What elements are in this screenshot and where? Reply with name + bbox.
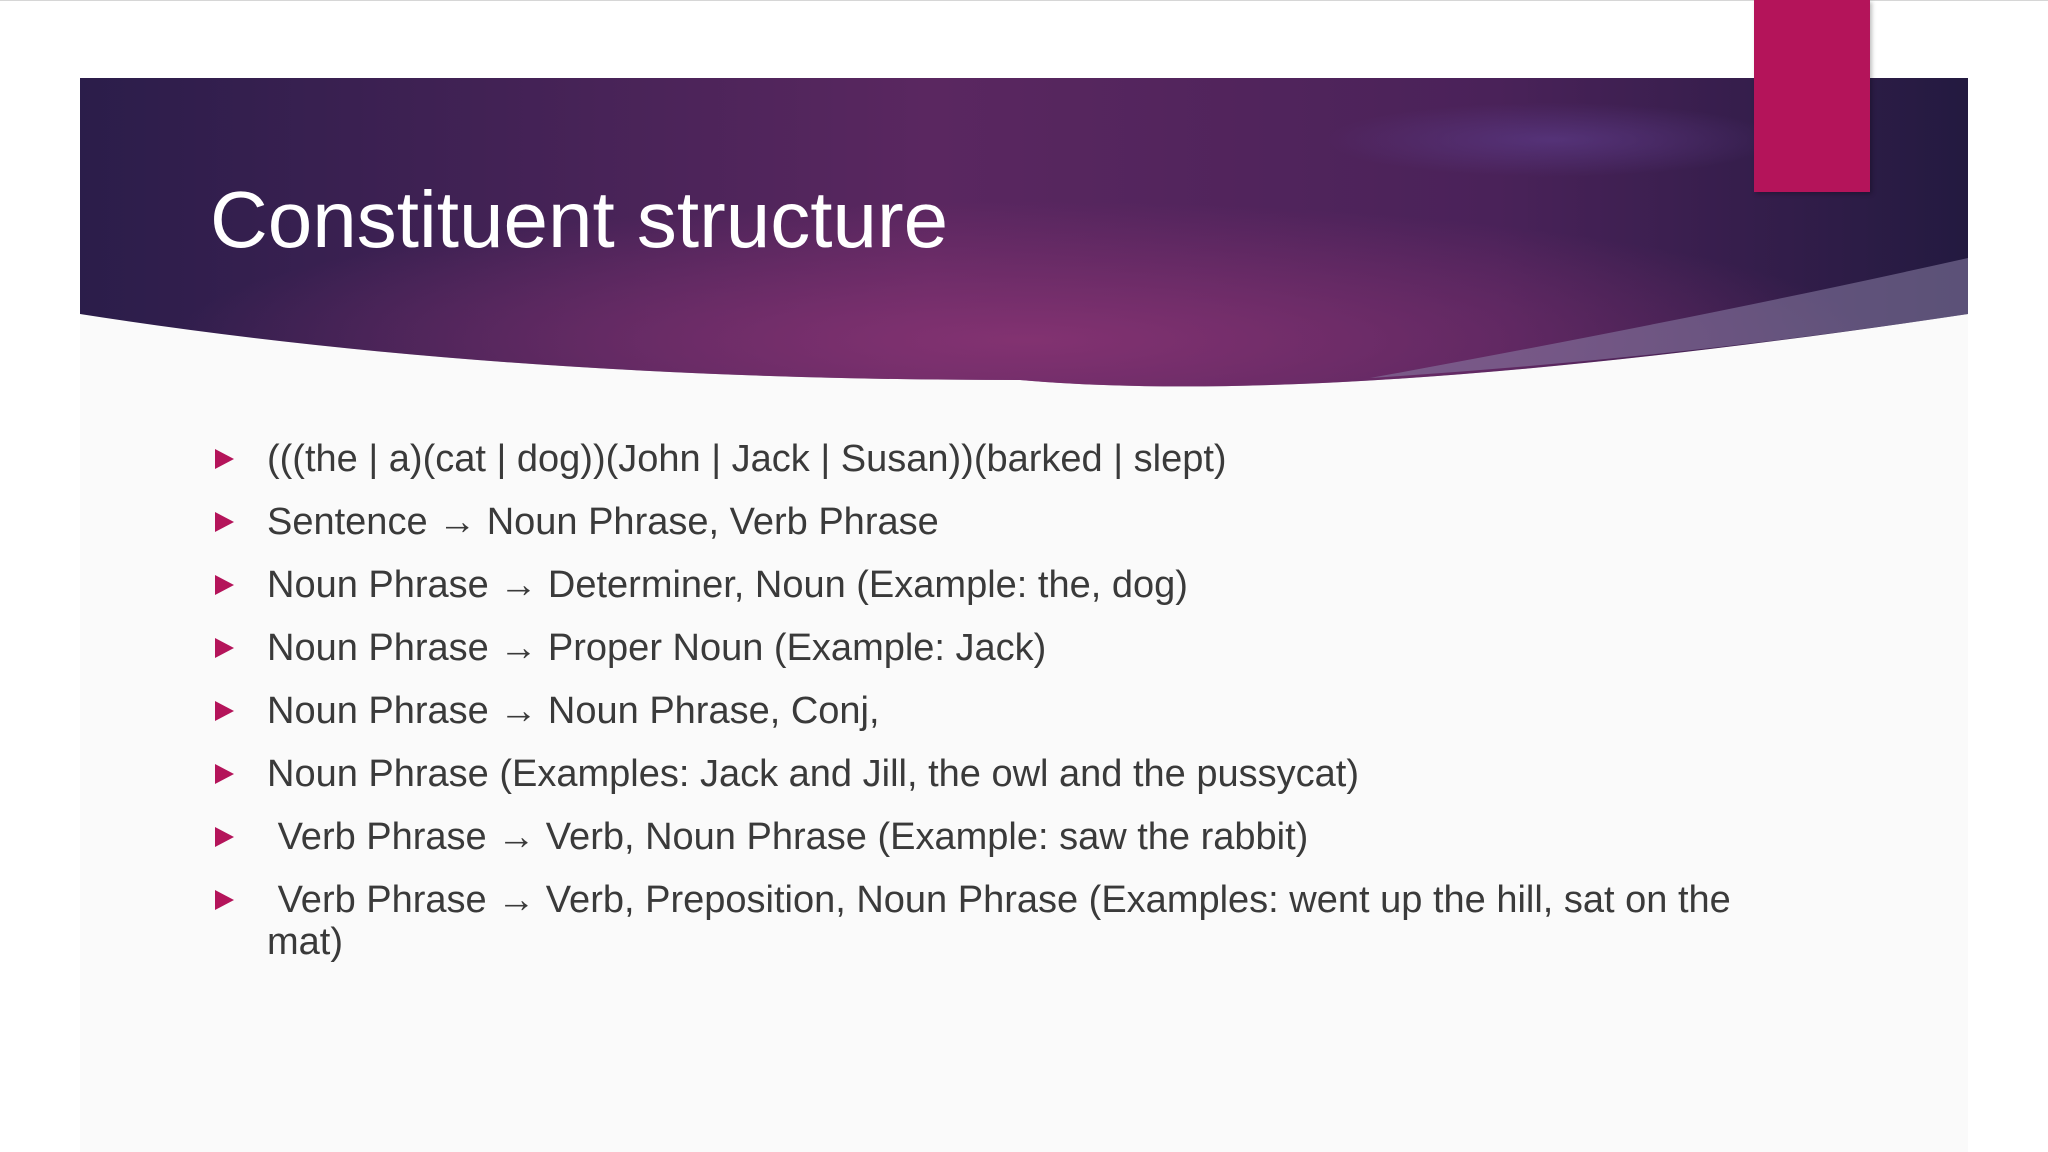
triangle-right-icon <box>212 699 236 723</box>
triangle-right-icon <box>212 573 236 597</box>
triangle-right-icon <box>212 636 236 660</box>
triangle-right-icon <box>212 447 236 471</box>
bullet-text: (((the | a)(cat | dog))(John | Jack | Susan))(barked | slept) <box>267 438 1227 480</box>
bullet-text: Sentence → Noun Phrase, Verb Phrase <box>267 501 939 543</box>
triangle-right-icon <box>212 888 236 912</box>
slide-title: Constituent structure <box>210 175 949 264</box>
bullet-text: Noun Phrase → Proper Noun (Example: Jack) <box>267 627 1047 669</box>
triangle-right-icon <box>212 510 236 534</box>
slide <box>80 78 1968 1152</box>
bullet-item <box>212 753 1792 795</box>
bullet-list <box>212 438 1792 984</box>
bullet-text: Verb Phrase → Verb, Noun Phrase (Example: saw the rabbit) <box>267 816 1309 858</box>
top-divider <box>0 0 2048 1</box>
bullet-text: Noun Phrase → Determiner, Noun (Example: the, dog) <box>267 564 1188 606</box>
bullet-item <box>212 816 1792 858</box>
bullet-text: Verb Phrase → Verb, Preposition, Noun Phrase (Examples: went up the hill, sat on the mat) <box>267 879 1742 963</box>
triangle-right-icon <box>212 825 236 849</box>
bullet-item <box>212 564 1792 606</box>
triangle-right-icon <box>212 762 236 786</box>
bullet-item <box>212 690 1792 732</box>
bullet-text: Noun Phrase → Noun Phrase, Conj, <box>267 690 880 732</box>
bullet-item <box>212 501 1792 543</box>
accent-tab <box>1754 0 1870 192</box>
bullet-text: Noun Phrase (Examples: Jack and Jill, the owl and the pussycat) <box>267 753 1359 795</box>
bullet-item <box>212 627 1792 669</box>
bullet-item <box>212 438 1792 480</box>
bullet-item <box>212 879 1792 963</box>
